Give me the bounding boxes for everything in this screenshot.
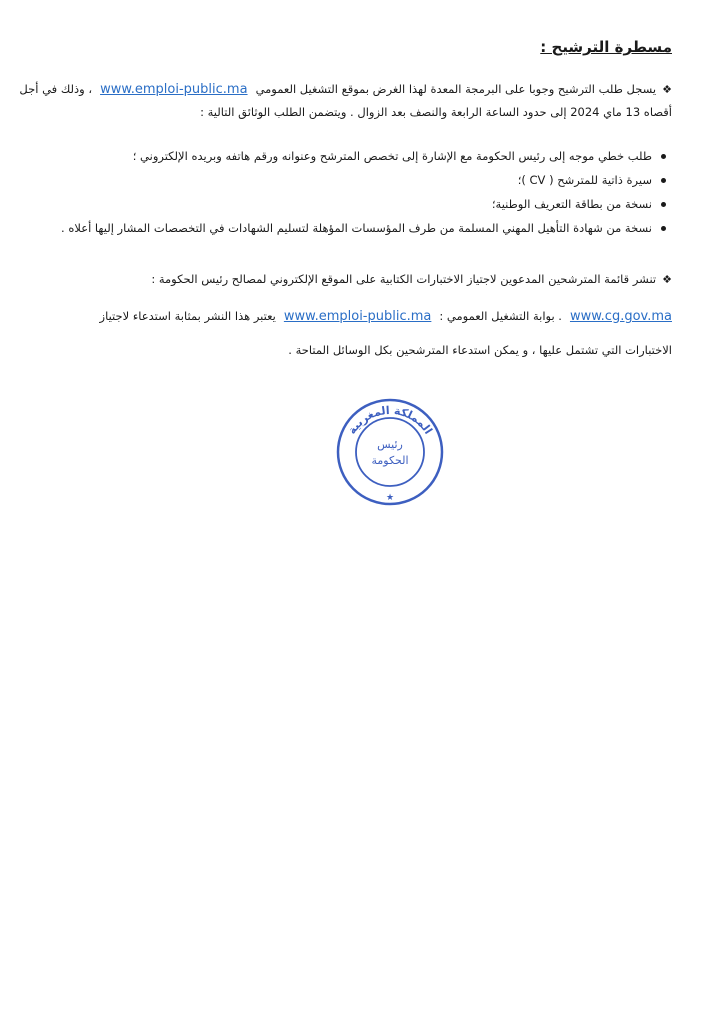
list-item: نسخة من بطاقة التعريف الوطنية؛ xyxy=(32,192,672,216)
application-line-1 xyxy=(19,78,672,101)
diamond-bullet-icon: ❖ xyxy=(662,273,672,286)
documents-list xyxy=(32,144,672,240)
emploi-public-link[interactable]: www.emploi-public.ma xyxy=(100,82,248,97)
publication-after-links: يعتبر هذا النشر بمثابة استدعاء لاجتياز xyxy=(99,309,276,323)
section-heading: مسطرة الترشيح : xyxy=(540,38,672,56)
seal-inner-text-1: رئيس xyxy=(377,438,403,451)
application-paragraph xyxy=(19,78,672,123)
publication-line-3: الاختبارات التي تشتمل عليها ، و يمكن استدعاء المترشحين بكل الوسائل المتاحة . xyxy=(288,343,672,357)
application-text-after-link: ، وذلك في أجل xyxy=(19,82,93,96)
list-item: سيرة ذاتية للمترشح ( CV )؛ xyxy=(32,168,672,192)
list-item: نسخة من شهادة التأهيل المهني المسلمة من طرف المؤسسات المؤهلة لتسليم الشهادات في التخصصات المشار إليها أعلاه . xyxy=(32,216,672,240)
list-item: طلب خطي موجه إلى رئيس الحكومة مع الإشارة إلى تخصص المترشح وعنوانه ورقم هاتفه وبريده الإلكتروني ؛ xyxy=(32,144,672,168)
portal-label: . بوابة التشغيل العمومي : xyxy=(439,309,562,323)
seal-star-icon: ★ xyxy=(385,493,395,503)
seal-inner-text-2: الحكومة xyxy=(371,454,409,467)
publication-text: تنشر قائمة المترشحين المدعوين لاجتياز الاختبارات الكتابية على الموقع الإلكتروني لمصالح رئيس الحكومة : xyxy=(151,272,657,286)
diamond-bullet-icon: ❖ xyxy=(662,83,672,96)
seal-inner-ring xyxy=(356,418,424,486)
application-text-before-link: يسجل طلب الترشيح وجوبا على البرمجة المعدة لهذا الغرض بموقع التشغيل العمومي xyxy=(255,82,657,96)
cg-gov-link[interactable]: www.cg.gov.ma xyxy=(569,309,672,324)
application-line-2: أقصاه 13 ماي 2024 إلى حدود الساعة الرابعة والنصف بعد الزوال . ويتضمن الطلب الوثائق التالية : xyxy=(200,105,672,119)
seal-outer-text: المملكة المغربية xyxy=(345,403,435,437)
publication-line-1 xyxy=(42,272,672,286)
emploi-public-link-2[interactable]: www.emploi-public.ma xyxy=(283,309,432,324)
publication-line-2 xyxy=(42,309,672,324)
official-seal xyxy=(334,396,446,508)
